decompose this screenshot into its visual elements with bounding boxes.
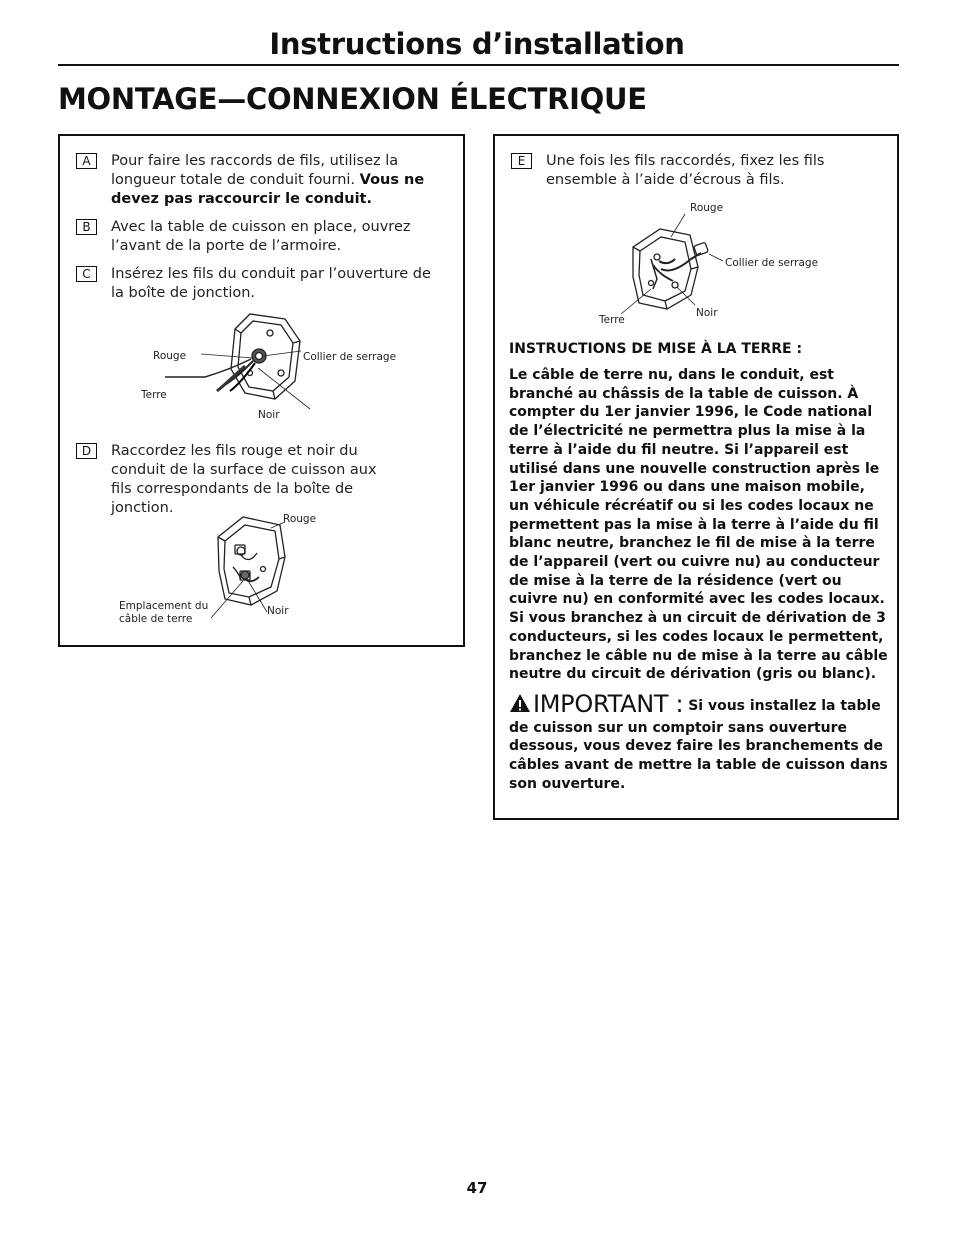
step-a-bold-text: Vous ne devez pas raccourcir le conduit. — [111, 172, 425, 207]
warning-triangle-icon — [509, 693, 531, 719]
section-title: MONTAGE—CONNEXION ÉLECTRIQUE — [58, 82, 647, 116]
page-header-title: Instructions d’installation — [269, 27, 685, 61]
grounding-instructions-title: INSTRUCTIONS DE MISE À LA TERRE : — [509, 341, 803, 357]
step-a-letter: A — [76, 153, 97, 169]
diagram-c-label-terre: Terre — [141, 389, 167, 401]
diagram-e-label-collier: Collier de serrage — [725, 257, 819, 269]
diagram-d-label-noir: Noir — [267, 605, 289, 617]
diagram-c-label-rouge: Rouge — [153, 350, 187, 362]
left-instructions-panel — [58, 134, 465, 647]
step-b-text: Avec la table de cuisson en place, ouvrez l’avant de la porte de l’armoire. — [111, 219, 411, 254]
diagram-e-label-rouge: Rouge — [690, 202, 724, 214]
grounding-instructions-body: Le câble de terre nu, dans le conduit, est branché au châssis de la table de cuisson. À compter du 1er janvier 1996, le Code national de l’électricité ne permettra plus la mise à la terre à l’aide du fil neutre. Si l’appareil est utilisé dans une nouvelle construction après le 1er janvier 1996 ou dans une maison mobile, un véhicule récréatif ou si les codes locaux ne permettent pas la mise à la terre à l’aide du fil blanc neutre, branchez le fil de mise à la terre de l’appareil (vert ou cuivre nu) au conducteur de mise à la terre de la résidence (vert ou cuivre nu) en conformité avec les codes locaux. Si vous branchez à un circuit de dérivation de 3 conducteurs, si les codes locaux le permettent, branchez le câble nu de mise à la terre au câble neutre du circuit de dérivation (gris ou blanc). — [509, 367, 888, 683]
step-d-text: Raccordez les fils rouge et noir du conduit de la surface de cuisson aux fils correspondants de la boîte de jonction. — [111, 443, 377, 516]
important-text: Si vous installez la table de cuisson sur un comptoir sans ouverture dessous, vous devez faire les branchements de câbles avant de mettre la table de cuisson dans son ouverture. — [509, 698, 888, 792]
diagram-c-label-collier: Collier de serrage — [303, 351, 397, 363]
step-c-text: Insérez les fils du conduit par l’ouverture de la boîte de jonction. — [111, 266, 431, 301]
diagram-d-label-emplacement-2: câble de terre — [119, 613, 193, 625]
step-b-letter: B — [76, 219, 97, 235]
page-number: 47 — [466, 1179, 488, 1197]
diagram-e-label-noir: Noir — [696, 307, 718, 319]
step-e-text: Une fois les fils raccordés, fixez les fils ensemble à l’aide d’écrous à fils. — [546, 153, 825, 188]
diagram-e-label-terre: Terre — [599, 314, 625, 326]
junction-box-diagram-c — [135, 311, 415, 426]
junction-box-diagram-e — [595, 199, 835, 331]
header-divider — [58, 64, 899, 66]
diagram-d-label-rouge: Rouge — [283, 513, 317, 525]
step-a-normal-text: Pour faire les raccords de fils, utilisez la longueur totale de conduit fourni. — [111, 153, 399, 188]
step-a-text — [111, 152, 441, 209]
step-e-letter: E — [511, 153, 532, 169]
diagram-c-label-noir: Noir — [258, 409, 280, 421]
right-instructions-panel — [493, 134, 899, 820]
important-heading: IMPORTANT : — [533, 690, 684, 718]
important-notice — [509, 690, 891, 794]
step-c-letter: C — [76, 266, 97, 282]
step-d-letter: D — [76, 443, 97, 459]
junction-box-diagram-d — [115, 509, 395, 634]
diagram-d-label-emplacement-1: Emplacement du — [119, 600, 209, 612]
